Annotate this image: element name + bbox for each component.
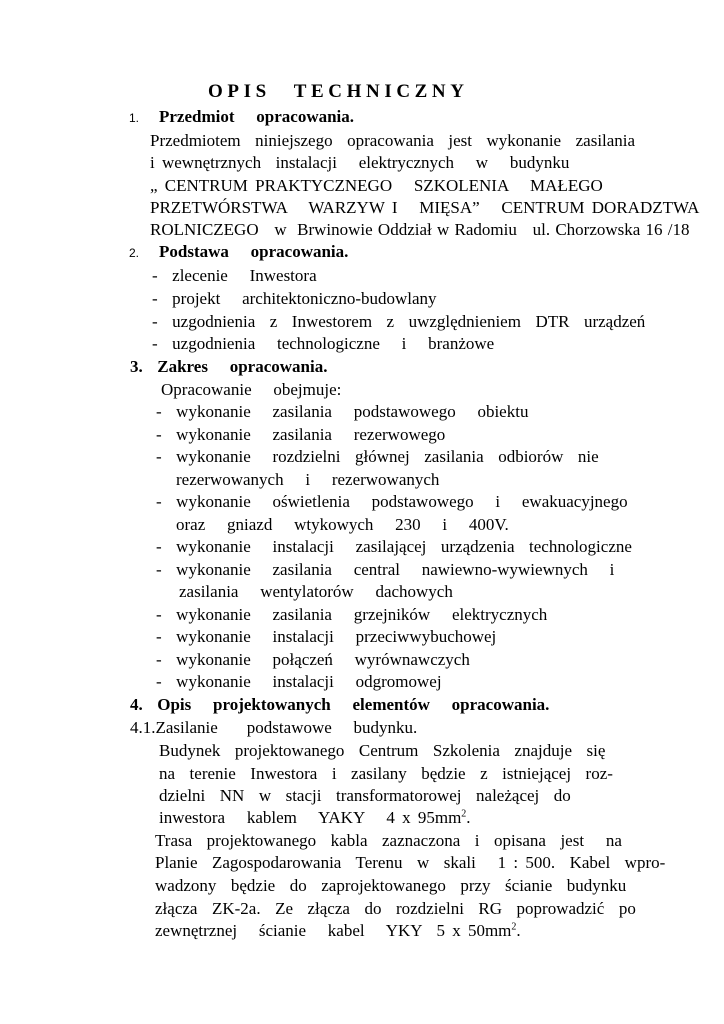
paragraph-2-last-line xyxy=(155,921,521,941)
section-3-item: - wykonanie instalacji zasilającej urządzenia technologiczne xyxy=(156,537,632,556)
paragraph-2-line: Trasa projektowanego kabla zaznaczona i opisana jest na xyxy=(155,831,622,850)
section-4-heading: 4. Opis projektowanych elementów opracowania. xyxy=(130,695,550,714)
section-2-item: - uzgodnienia z Inwestorem z uwzględnieniem DTR urządzeń xyxy=(152,312,646,331)
section-3-item: - wykonanie instalacji odgromowej xyxy=(156,672,442,691)
section-3-item: - wykonanie zasilania central nawiewno-wywiewnych i xyxy=(156,560,615,579)
section-1-heading: Przedmiot opracowania. xyxy=(159,107,355,126)
paragraph-1-last-line xyxy=(159,808,471,828)
section-3-item-continued: oraz gniazd wtykowych 230 i 400V. xyxy=(176,515,509,534)
section-2-item: - uzgodnienia technologiczne i branżowe xyxy=(152,334,495,353)
section-1-line: „ CENTRUM PRAKTYCZNEGO SZKOLENIA MAŁEGO xyxy=(150,176,603,195)
paragraph-1-line: na terenie Inwestora i zasilany będzie z istniejącej roz- xyxy=(159,764,613,783)
section-3-item: - wykonanie połączeń wyrównawczych xyxy=(156,650,470,669)
superscript-2: 2 xyxy=(511,921,517,933)
section-3-item: - wykonanie zasilania podstawowego obiektu xyxy=(156,402,529,421)
section-3-item: - wykonanie instalacji przeciwwybuchowej xyxy=(156,627,497,646)
superscript-1: 2 xyxy=(461,808,467,820)
paragraph-2-line: złącza ZK-2a. Ze złącza do rozdzielni RG poprowadzić po xyxy=(155,899,636,918)
section-2-heading: Podstawa opracowania. xyxy=(159,242,349,261)
section-3-item: - wykonanie zasilania rezerwowego xyxy=(156,425,446,444)
paragraph-2-line: wadzony będzie do zaprojektowanego przy ścianie budynku xyxy=(155,876,627,895)
cable-spec-2: zewnętrznej ścianie kabel YKY 5 x 50mm xyxy=(155,921,512,940)
section-3-item-continued: zasilania wentylatorów dachowych xyxy=(179,582,453,601)
section-2-number: 2. xyxy=(129,246,140,260)
section-3-item: - wykonanie rozdzielni głównej zasilania odbiorów nie xyxy=(156,447,599,466)
section-3-intro: Opracowanie obejmuje: xyxy=(161,380,342,399)
section-3-heading: 3. Zakres opracowania. xyxy=(130,357,328,376)
section-1-number: 1. xyxy=(129,111,140,125)
section-3-item: - wykonanie oświetlenia podstawowego i ewakuacyjnego xyxy=(156,492,628,511)
section-1-line: i wewnętrznych instalacji elektrycznych w budynku xyxy=(150,153,570,172)
section-3-item-continued: rezerwowanych i rezerwowanych xyxy=(176,470,440,489)
cable-spec-1: inwestora kablem YAKY 4 x 95mm xyxy=(159,808,462,827)
section-1-line: PRZETWÓRSTWA WARZYW I MIĘSA” CENTRUM DORADZTWA xyxy=(150,198,700,217)
section-1-line: Przedmiotem niniejszego opracowania jest wykonanie zasilania xyxy=(150,131,636,150)
section-1-line: ROLNICZEGO w Brwinowie Oddział w Radomiu ul. Chorzowska 16 /18 xyxy=(150,220,690,239)
sentence-end-1: . xyxy=(466,808,471,827)
sentence-end-2: . xyxy=(516,921,521,940)
section-2-item: - zlecenie Inwestora xyxy=(152,266,317,285)
section-2-item: - projekt architektoniczno-budowlany xyxy=(152,289,437,308)
paragraph-1-line: dzielni NN w stacji transformatorowej należącej do xyxy=(159,786,571,805)
section-4-1-heading: 4.1.Zasilanie podstawowe budynku. xyxy=(130,718,418,737)
paragraph-1-line: Budynek projektowanego Centrum Szkolenia znajduje się xyxy=(159,741,606,760)
page-title: OPIS TECHNICZNY xyxy=(208,81,469,102)
paragraph-2-line: Planie Zagospodarowania Terenu w skali 1 : 500. Kabel wpro- xyxy=(155,853,666,872)
section-3-item: - wykonanie zasilania grzejników elektrycznych xyxy=(156,605,548,624)
